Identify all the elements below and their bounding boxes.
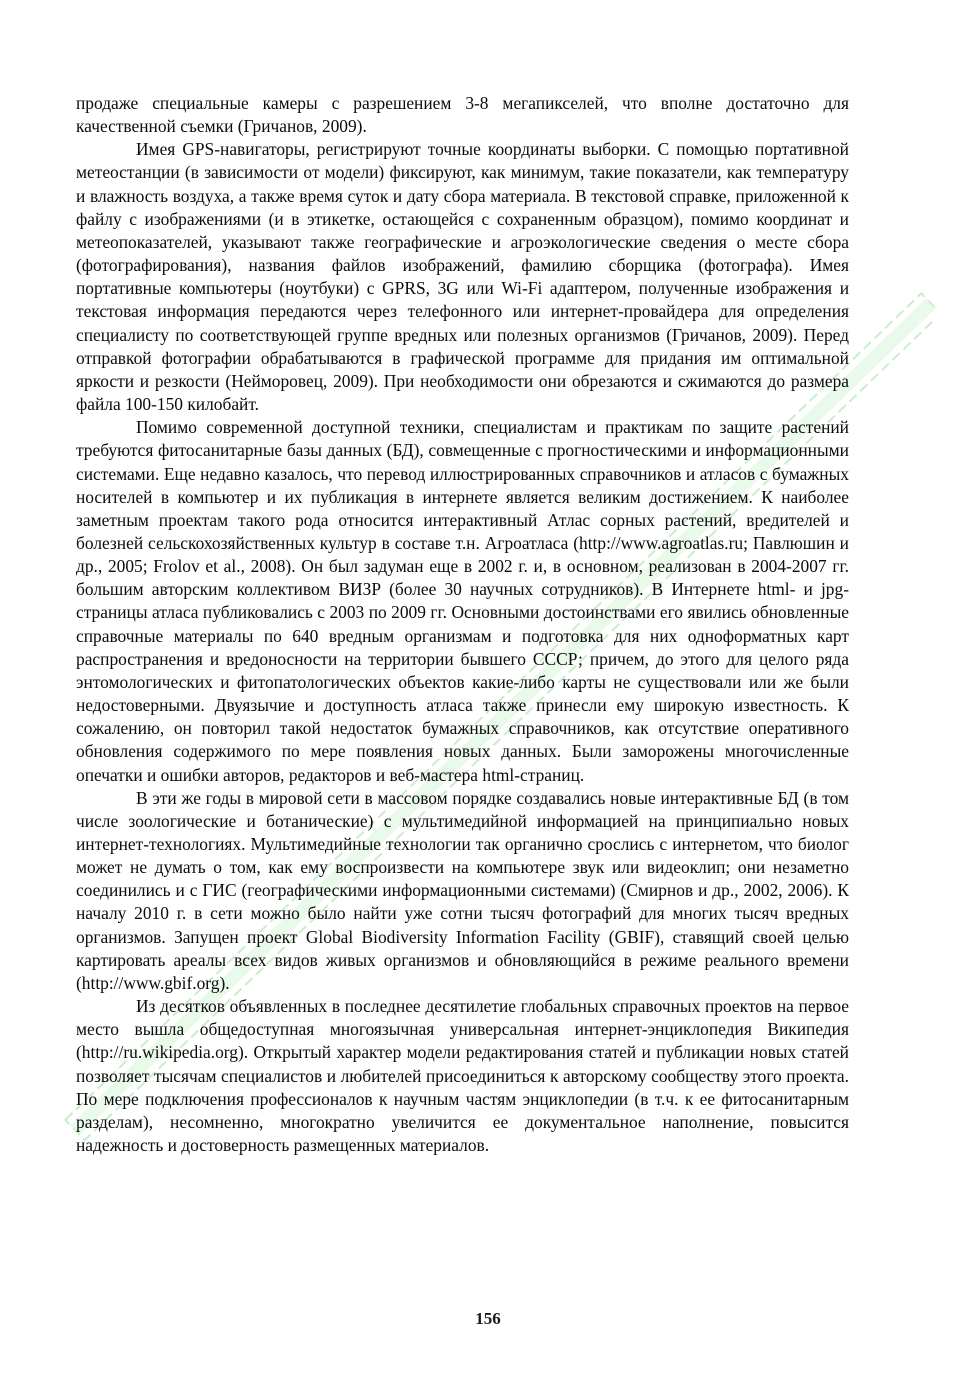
paragraph-gps: Имея GPS-навигаторы, регистрируют точные координаты выборки. С помощью портативной метеостанции (в зависимости от модели) фиксируют, как минимум, такие показатели, как температуру и влажность воздуха, а также время суток и дату сбора материала. В текстовой справке, приложенной к файлу с изображениями (и в этикетке, остающейся с сохраненным образцом), помимо координат и метеопоказателей, указывают также географические и агроэкологические сведения о месте сбора (фотографирования), названия файлов изображений, фамилию сборщика (фотографа). Имея портативные компьютеры (ноутбуки) с GPRS, 3G или Wi-Fi адаптером, полученные изображения и текстовая информация передаются через телефонного или интернет-провайдера для определения специалисту по соответствующей группе вредных или полезных организмов (Гричанов, 2009). Перед отправкой фотографии обрабатываются в графической программе для придания им оптимальной яркости и резкости (Нейморовец, 2009). При необходимости они обрезаются и сжимаются до размера файла 100-150 килобайт. [76, 139, 849, 415]
paragraph-wikipedia: Из десятков объявленных в последнее десятилетие глобальных справочных проектов на первое место вышла общедоступная многоязычная универсальная интернет-энциклопедия Википедия (http://ru.wikipedia.org). Открытый характер модели редактирования статей и публикации новых статей позволяет тысячам специалистов и любителей присоединиться к авторскому сообществу этого проекта. По мере подключения профессионалов к научным частям энциклопедии (в т.ч. к ее фитосанитарным разделам), несомненно, многократно увеличится ее документальное наполнение, повысится надежность и достоверность размещенных материалов. [76, 996, 849, 1156]
document-body [76, 92, 849, 1157]
paragraph-databases: Помимо современной доступной техники, специалистам и практикам по защите растений требуются фитосанитарные базы данных (БД), совмещенные с прогностическими и информационными системами. Еще недавно казалось, что перевод иллюстрированных справочников и атласов с бумажных носителей в компьютер и их публикация в интернете является великим достижением. К наиболее заметным проектам такого рода относится интерактивный Атлас сорных растений, вредителей и болезней сельскохозяйственных культур в составе т.н. Агроатласа (http://www.agroatlas.ru; Павлюшин и др., 2005; Frolov et al., 2008). Он был задуман еще в 2002 г. и, в основном, реализован в 2004-2007 гг. большим авторским коллективом ВИЗР (более 30 научных сотрудников). В Интернете html- и jpg-страницы атласа публиковались с 2003 по 2009 гг. Основными достоинствами его явились обновленные справочные материалы по 640 вредным организмам и подготовка для них одноформатных карт распространения и вредоносности на территории бывшего СССР; причем, до этого для целого ряда энтомологических и фитопатологических объектов какие-либо карты не существовали или же были недостоверными. Двуязычие и доступность атласа также принесли ему широкую известность. К сожалению, он повторил такой недостаток бумажных справочников, как отсутствие оперативного обновления содержимого по мере появления новых данных. Были заморожены многочисленные опечатки и ошибки авторов, редакторов и веб-мастера html-страниц. [76, 417, 849, 785]
paragraph-multimedia: В эти же годы в мировой сети в массовом порядке создавались новые интерактивные БД (в том числе зоологические и ботанические) с мультимедийной информацией на принципиально новых интернет-технологиях. Мультимедийные технологии так органично срослись с интернетом, что биолог может не думать о том, как ему воспроизвести на компьютере звук или видеоклип; они незаметно соединились и с ГИС (географическими информационными системами) (Смирнов и др., 2002, 2006). К началу 2010 г. в сети можно было найти уже сотни тысяч фотографий для многих тысяч вредных организмов. Запущен проект Global Biodiversity Information Facility (GBIF), ставящий своей целью картировать ареалы всех видов живых организмов и обновляющийся в режиме реального времени (http://www.gbif.org). [76, 787, 849, 993]
paragraph-continuation: продаже специальные камеры с разрешением 3-8 мегапикселей, что вполне достаточно для качественной съемки (Гричанов, 2009). [76, 93, 849, 137]
page-number: 156 [475, 1309, 501, 1328]
